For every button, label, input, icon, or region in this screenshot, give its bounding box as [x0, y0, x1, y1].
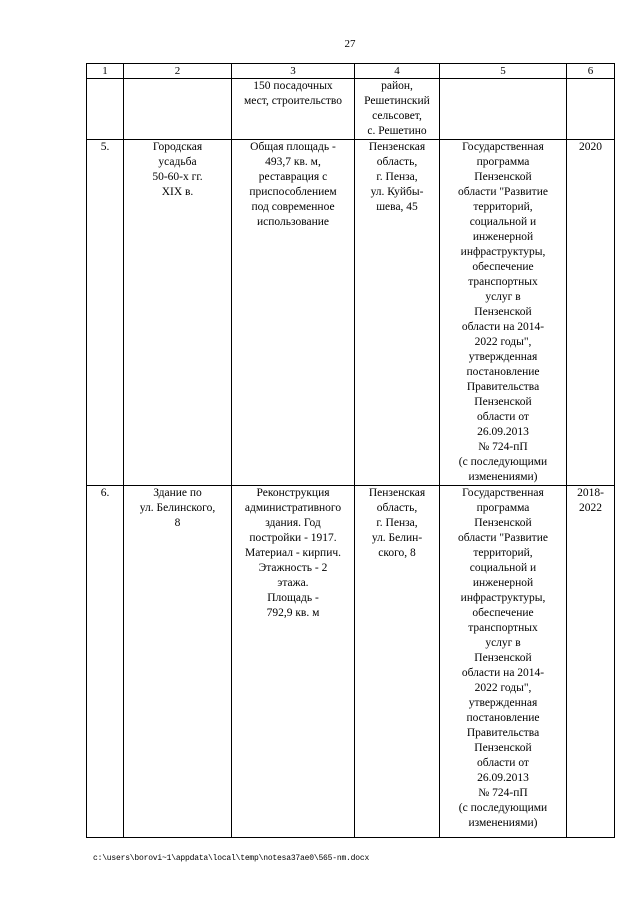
table-header-row	[87, 64, 615, 79]
header-cell-6: 6	[567, 64, 615, 79]
table-row-continuation	[87, 79, 615, 140]
cell-object-name	[124, 79, 232, 140]
cell-year: 2018- 2022	[567, 486, 615, 838]
cell-program	[440, 79, 567, 140]
table-row-6	[87, 486, 615, 838]
cell-location: район, Решетинский сельсовет, с. Решетино	[355, 79, 440, 140]
cell-year	[567, 79, 615, 140]
cell-description: Общая площадь - 493,7 кв. м, реставрация с приспособлением под современное использование	[232, 140, 355, 486]
cell-description: 150 посадочных мест, строительство	[232, 79, 355, 140]
cell-description: Реконструкция административного здания. Год постройки - 1917. Материал - кирпич. Этажность - 2 этажа. Площадь - 792,9 кв. м	[232, 486, 355, 838]
cell-number: 5.	[87, 140, 124, 486]
header-cell-5: 5	[440, 64, 567, 79]
header-cell-4: 4	[355, 64, 440, 79]
header-cell-1: 1	[87, 64, 124, 79]
cell-program: Государственная программа Пензенской области "Развитие территорий, социальной и инженерной инфраструктуры, обеспечение транспортных услуг в Пензенской области на 2014- 2022 годы", утвержденная постановление Правительства Пензенской области от 26.09.2013 № 724-пП (с последующими изменениями)	[440, 486, 567, 838]
header-cell-2: 2	[124, 64, 232, 79]
cell-program: Государственная программа Пензенской области "Развитие территорий, социальной и инженерной инфраструктуры, обеспечение транспортных услуг в Пензенской области на 2014- 2022 годы", утвержденная постановление Правительства Пензенской области от 26.09.2013 № 724-пП (с последующими изменениями)	[440, 140, 567, 486]
cell-location: Пензенская область, г. Пенза, ул. Белин- ского, 8	[355, 486, 440, 838]
table-row-5	[87, 140, 615, 486]
cell-year: 2020	[567, 140, 615, 486]
header-cell-3: 3	[232, 64, 355, 79]
cell-object-name: Городская усадьба 50-60-х гг. XIX в.	[124, 140, 232, 486]
cell-number	[87, 79, 124, 140]
page-number: 27	[344, 38, 356, 50]
cell-object-name: Здание по ул. Белинского, 8	[124, 486, 232, 838]
program-table	[86, 63, 615, 838]
cell-location: Пензенская область, г. Пенза, ул. Куйбы- шева, 45	[355, 140, 440, 486]
footer-file-path: c:\users\borovi~1\appdata\local\temp\notesa37ae0\565-nm.docx	[93, 854, 370, 863]
cell-number: 6.	[87, 486, 124, 838]
